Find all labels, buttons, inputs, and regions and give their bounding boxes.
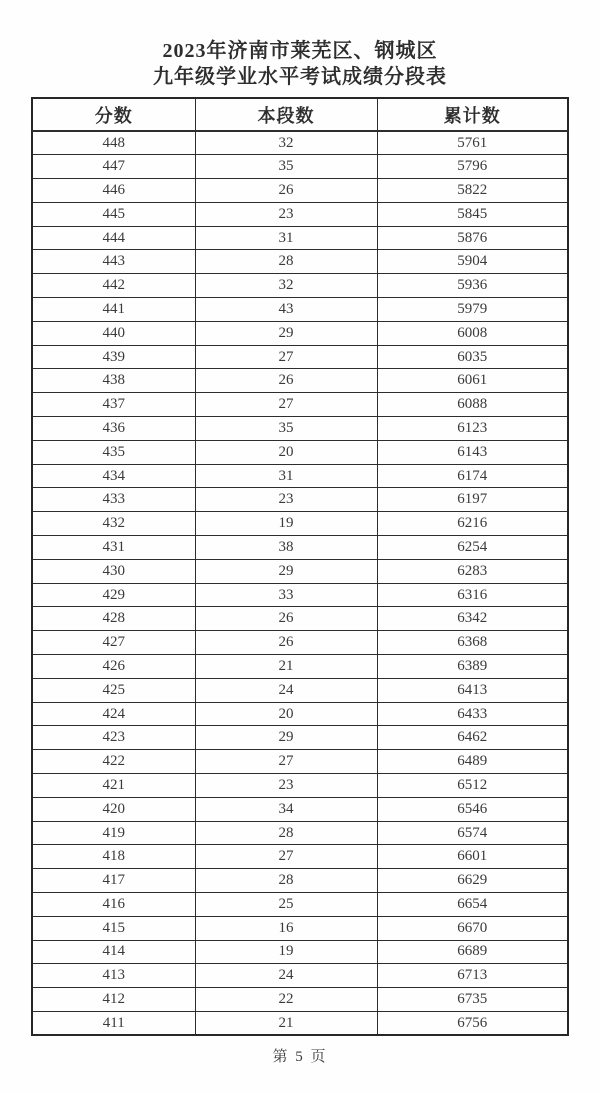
table-row xyxy=(32,417,568,441)
cumulative-count-cell: 6654 xyxy=(377,893,568,917)
segment-count-cell: 25 xyxy=(195,893,377,917)
score-cell: 414 xyxy=(32,940,195,964)
table-row xyxy=(32,536,568,560)
table-body xyxy=(32,131,568,1035)
table-row xyxy=(32,845,568,869)
cumulative-count-cell: 6735 xyxy=(377,988,568,1012)
segment-count-cell: 22 xyxy=(195,988,377,1012)
segment-count-cell: 32 xyxy=(195,274,377,298)
table-row xyxy=(32,179,568,203)
score-cell: 429 xyxy=(32,583,195,607)
table-row xyxy=(32,1011,568,1035)
score-cell: 445 xyxy=(32,202,195,226)
cumulative-count-cell: 6197 xyxy=(377,488,568,512)
segment-count-cell: 35 xyxy=(195,417,377,441)
cumulative-count-cell: 6123 xyxy=(377,417,568,441)
table-row xyxy=(32,869,568,893)
table-row xyxy=(32,821,568,845)
score-cell: 418 xyxy=(32,845,195,869)
cumulative-count-cell: 6389 xyxy=(377,655,568,679)
title-line-1: 2023年济南市莱芜区、钢城区 xyxy=(162,40,438,62)
table-row xyxy=(32,774,568,798)
table-row xyxy=(32,226,568,250)
score-cell: 425 xyxy=(32,678,195,702)
segment-count-cell: 29 xyxy=(195,726,377,750)
segment-count-cell: 20 xyxy=(195,440,377,464)
table-row xyxy=(32,940,568,964)
score-cell: 416 xyxy=(32,893,195,917)
score-cell: 420 xyxy=(32,797,195,821)
table-row xyxy=(32,750,568,774)
table-row xyxy=(32,678,568,702)
score-cell: 432 xyxy=(32,512,195,536)
segment-count-cell: 16 xyxy=(195,916,377,940)
table-row xyxy=(32,916,568,940)
segment-count-cell: 28 xyxy=(195,821,377,845)
score-cell: 426 xyxy=(32,655,195,679)
cumulative-count-cell: 6413 xyxy=(377,678,568,702)
score-cell: 413 xyxy=(32,964,195,988)
segment-count-cell: 34 xyxy=(195,797,377,821)
cumulative-count-cell: 6601 xyxy=(377,845,568,869)
segment-count-cell: 20 xyxy=(195,702,377,726)
table-header-row xyxy=(32,98,568,131)
cumulative-count-cell: 6489 xyxy=(377,750,568,774)
table-row xyxy=(32,393,568,417)
score-cell: 446 xyxy=(32,179,195,203)
segment-count-cell: 38 xyxy=(195,536,377,560)
score-cell: 423 xyxy=(32,726,195,750)
table-row xyxy=(32,488,568,512)
segment-count-cell: 19 xyxy=(195,512,377,536)
cumulative-count-cell: 6462 xyxy=(377,726,568,750)
score-cell: 417 xyxy=(32,869,195,893)
table-row xyxy=(32,964,568,988)
score-cell: 438 xyxy=(32,369,195,393)
score-cell: 448 xyxy=(32,131,195,155)
cumulative-count-cell: 6174 xyxy=(377,464,568,488)
cumulative-count-cell: 5904 xyxy=(377,250,568,274)
table-row xyxy=(32,893,568,917)
cumulative-count-cell: 6143 xyxy=(377,440,568,464)
cumulative-count-cell: 6433 xyxy=(377,702,568,726)
score-column-header: 分数 xyxy=(32,98,195,131)
title-line-2: 九年级学业水平考试成绩分段表 xyxy=(153,66,447,88)
segment-count-cell: 27 xyxy=(195,845,377,869)
cumulative-count-cell: 6546 xyxy=(377,797,568,821)
score-cell: 447 xyxy=(32,155,195,179)
segment-count-cell: 27 xyxy=(195,393,377,417)
table-row xyxy=(32,512,568,536)
score-cell: 428 xyxy=(32,607,195,631)
cumulative-count-column-header: 累计数 xyxy=(377,98,568,131)
score-cell: 411 xyxy=(32,1011,195,1035)
segment-count-cell: 28 xyxy=(195,250,377,274)
cumulative-count-cell: 6629 xyxy=(377,869,568,893)
cumulative-count-cell: 6088 xyxy=(377,393,568,417)
table-row xyxy=(32,155,568,179)
table-row xyxy=(32,559,568,583)
cumulative-count-cell: 6316 xyxy=(377,583,568,607)
table-row xyxy=(32,702,568,726)
score-cell: 422 xyxy=(32,750,195,774)
segment-count-cell: 33 xyxy=(195,583,377,607)
score-cell: 441 xyxy=(32,298,195,322)
cumulative-count-cell: 5796 xyxy=(377,155,568,179)
score-cell: 436 xyxy=(32,417,195,441)
segment-count-column-header: 本段数 xyxy=(195,98,377,131)
segment-count-cell: 23 xyxy=(195,488,377,512)
cumulative-count-cell: 5822 xyxy=(377,179,568,203)
score-cell: 434 xyxy=(32,464,195,488)
document-title xyxy=(0,0,600,90)
score-cell: 431 xyxy=(32,536,195,560)
cumulative-count-cell: 5761 xyxy=(377,131,568,155)
score-cell: 427 xyxy=(32,631,195,655)
segment-count-cell: 23 xyxy=(195,202,377,226)
score-cell: 412 xyxy=(32,988,195,1012)
table-row xyxy=(32,988,568,1012)
score-cell: 442 xyxy=(32,274,195,298)
segment-count-cell: 32 xyxy=(195,131,377,155)
segment-count-cell: 26 xyxy=(195,607,377,631)
cumulative-count-cell: 6574 xyxy=(377,821,568,845)
cumulative-count-cell: 5845 xyxy=(377,202,568,226)
table-row xyxy=(32,321,568,345)
table-row xyxy=(32,797,568,821)
segment-count-cell: 26 xyxy=(195,369,377,393)
cumulative-count-cell: 5979 xyxy=(377,298,568,322)
cumulative-count-cell: 6283 xyxy=(377,559,568,583)
cumulative-count-cell: 6342 xyxy=(377,607,568,631)
score-cell: 419 xyxy=(32,821,195,845)
score-cell: 424 xyxy=(32,702,195,726)
table-row xyxy=(32,583,568,607)
cumulative-count-cell: 6713 xyxy=(377,964,568,988)
segment-count-cell: 29 xyxy=(195,321,377,345)
table-row xyxy=(32,655,568,679)
segment-count-cell: 35 xyxy=(195,155,377,179)
cumulative-count-cell: 6216 xyxy=(377,512,568,536)
segment-count-cell: 31 xyxy=(195,226,377,250)
cumulative-count-cell: 6061 xyxy=(377,369,568,393)
table-row xyxy=(32,369,568,393)
segment-count-cell: 28 xyxy=(195,869,377,893)
score-distribution-table xyxy=(31,97,569,1036)
cumulative-count-cell: 6689 xyxy=(377,940,568,964)
segment-count-cell: 26 xyxy=(195,179,377,203)
table-row xyxy=(32,298,568,322)
score-cell: 439 xyxy=(32,345,195,369)
table-row xyxy=(32,250,568,274)
segment-count-cell: 24 xyxy=(195,678,377,702)
cumulative-count-cell: 6035 xyxy=(377,345,568,369)
table-row xyxy=(32,464,568,488)
score-cell: 444 xyxy=(32,226,195,250)
score-cell: 440 xyxy=(32,321,195,345)
cumulative-count-cell: 6368 xyxy=(377,631,568,655)
cumulative-count-cell: 6008 xyxy=(377,321,568,345)
table-row xyxy=(32,202,568,226)
segment-count-cell: 24 xyxy=(195,964,377,988)
table-row xyxy=(32,607,568,631)
score-cell: 433 xyxy=(32,488,195,512)
cumulative-count-cell: 6756 xyxy=(377,1011,568,1035)
score-cell: 437 xyxy=(32,393,195,417)
segment-count-cell: 21 xyxy=(195,655,377,679)
cumulative-count-cell: 6254 xyxy=(377,536,568,560)
table-row xyxy=(32,131,568,155)
table-row xyxy=(32,631,568,655)
score-cell: 443 xyxy=(32,250,195,274)
cumulative-count-cell: 6512 xyxy=(377,774,568,798)
table-row xyxy=(32,274,568,298)
table-row xyxy=(32,726,568,750)
cumulative-count-cell: 5876 xyxy=(377,226,568,250)
score-cell: 421 xyxy=(32,774,195,798)
score-cell: 435 xyxy=(32,440,195,464)
segment-count-cell: 21 xyxy=(195,1011,377,1035)
segment-count-cell: 43 xyxy=(195,298,377,322)
table-row xyxy=(32,440,568,464)
page-number-label: 第 5 页 xyxy=(272,1049,328,1066)
table-row xyxy=(32,345,568,369)
segment-count-cell: 27 xyxy=(195,345,377,369)
score-cell: 430 xyxy=(32,559,195,583)
segment-count-cell: 23 xyxy=(195,774,377,798)
score-cell: 415 xyxy=(32,916,195,940)
segment-count-cell: 26 xyxy=(195,631,377,655)
segment-count-cell: 31 xyxy=(195,464,377,488)
segment-count-cell: 19 xyxy=(195,940,377,964)
cumulative-count-cell: 5936 xyxy=(377,274,568,298)
segment-count-cell: 29 xyxy=(195,559,377,583)
cumulative-count-cell: 6670 xyxy=(377,916,568,940)
segment-count-cell: 27 xyxy=(195,750,377,774)
